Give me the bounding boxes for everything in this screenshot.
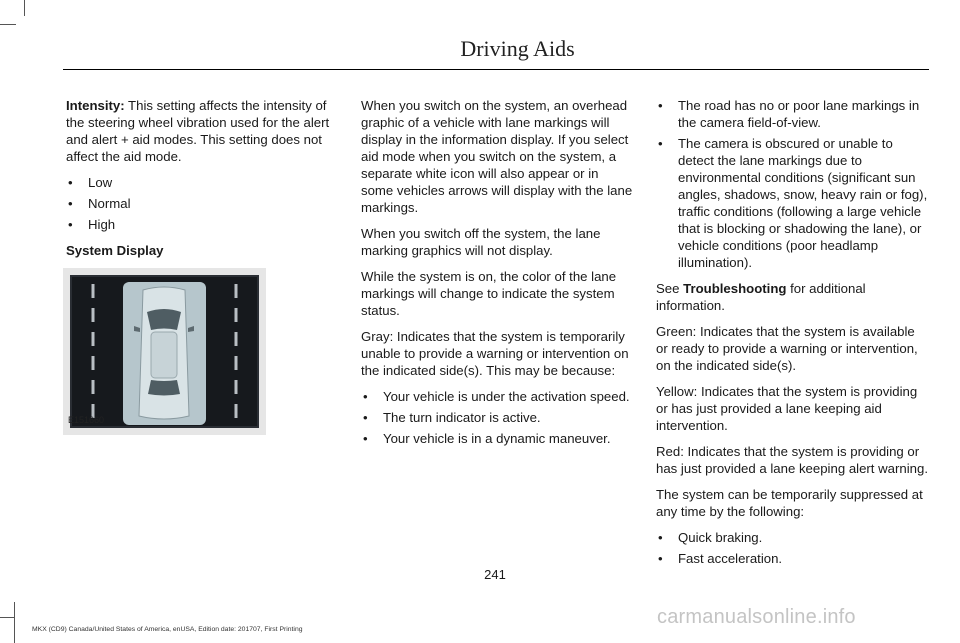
crop-mark [24, 0, 25, 16]
overhead-car-graphic [63, 268, 266, 435]
watermark: carmanualsonline.info [657, 606, 856, 628]
paragraph: Green: Indicates that the system is available or ready to provide a warning or intervention, on the indicated side(s). [656, 324, 918, 373]
intensity-paragraph [66, 97, 338, 165]
system-display-heading: System Display [66, 243, 164, 258]
figure-code: E151660 [68, 415, 105, 425]
paragraph: While the system is on, the color of the lane markings will change to indicate the system status. [361, 269, 617, 318]
list-item: • Quick braking. [656, 529, 928, 546]
paragraph: Yellow: Indicates that the system is providing or has just provided a lane keeping aid intervention. [656, 384, 918, 433]
list-item: • Normal [66, 195, 338, 212]
lane-display-figure [63, 268, 266, 435]
list-item: • The camera is obscured or unable to detect the lane markings due to environmental conditions (significant sun angles, shadows, snow, heavy rain or fog), traffic conditions (following a large vehicle that is blocking or shadowing the lane), or vehicle conditions (poor headlamp illumination). [656, 135, 928, 271]
list-item: • Your vehicle is under the activation speed. [361, 388, 633, 405]
gray-reasons-list-continued [656, 97, 928, 271]
paragraph: When you switch on the system, an overhead graphic of a vehicle with lane markings will display in the information display. If you select aid mode when you switch on the system, a separate white icon will also appear or in some vehicles arrows will display with the lane markings. [361, 98, 633, 215]
list-item: • Low [66, 174, 338, 191]
troubleshooting-link[interactable]: Troubleshooting [683, 281, 787, 296]
page-title: Driving Aids [460, 36, 575, 61]
intensity-label: Intensity: [66, 98, 125, 113]
list-item: • The road has no or poor lane markings in the camera field-of-view. [656, 97, 928, 131]
column-3 [656, 97, 928, 576]
paragraph: The system can be temporarily suppressed at any time by the following: [656, 487, 923, 519]
intensity-levels-list [66, 174, 338, 233]
list-item: • High [66, 216, 338, 233]
list-item: • The turn indicator is active. [361, 409, 633, 426]
intensity-text: This setting affects the intensity of the steering wheel vibration used for the alert and alert + aid modes. This setting does not affect the aid mode. [66, 98, 330, 164]
page-number: 241 [484, 567, 506, 582]
footer-edition: MKX (CD9) Canada/United States of America, enUSA, Edition date: 201707, First Printing [32, 626, 303, 633]
column-2 [361, 97, 633, 456]
list-item: • Fast acceleration. [656, 550, 928, 567]
paragraph: Red: Indicates that the system is providing or has just provided a lane keeping alert warning. [656, 444, 928, 476]
column-1 [66, 97, 338, 435]
paragraph: When you switch off the system, the lane marking graphics will not display. [361, 226, 601, 258]
troubleshooting-reference [656, 280, 928, 314]
see-suffix: for additional information. [656, 281, 866, 313]
see-prefix: See [656, 281, 684, 296]
paragraph: Gray: Indicates that the system is temporarily unable to provide a warning or intervention on the indicated side(s). This may be because: [361, 329, 629, 378]
gray-reasons-list [361, 388, 633, 447]
list-item: • Your vehicle is in a dynamic maneuver. [361, 430, 633, 447]
suppress-list [656, 529, 928, 567]
crop-mark [0, 24, 16, 25]
crop-mark [0, 617, 14, 618]
header-rule [63, 69, 929, 70]
crop-mark [14, 602, 15, 643]
